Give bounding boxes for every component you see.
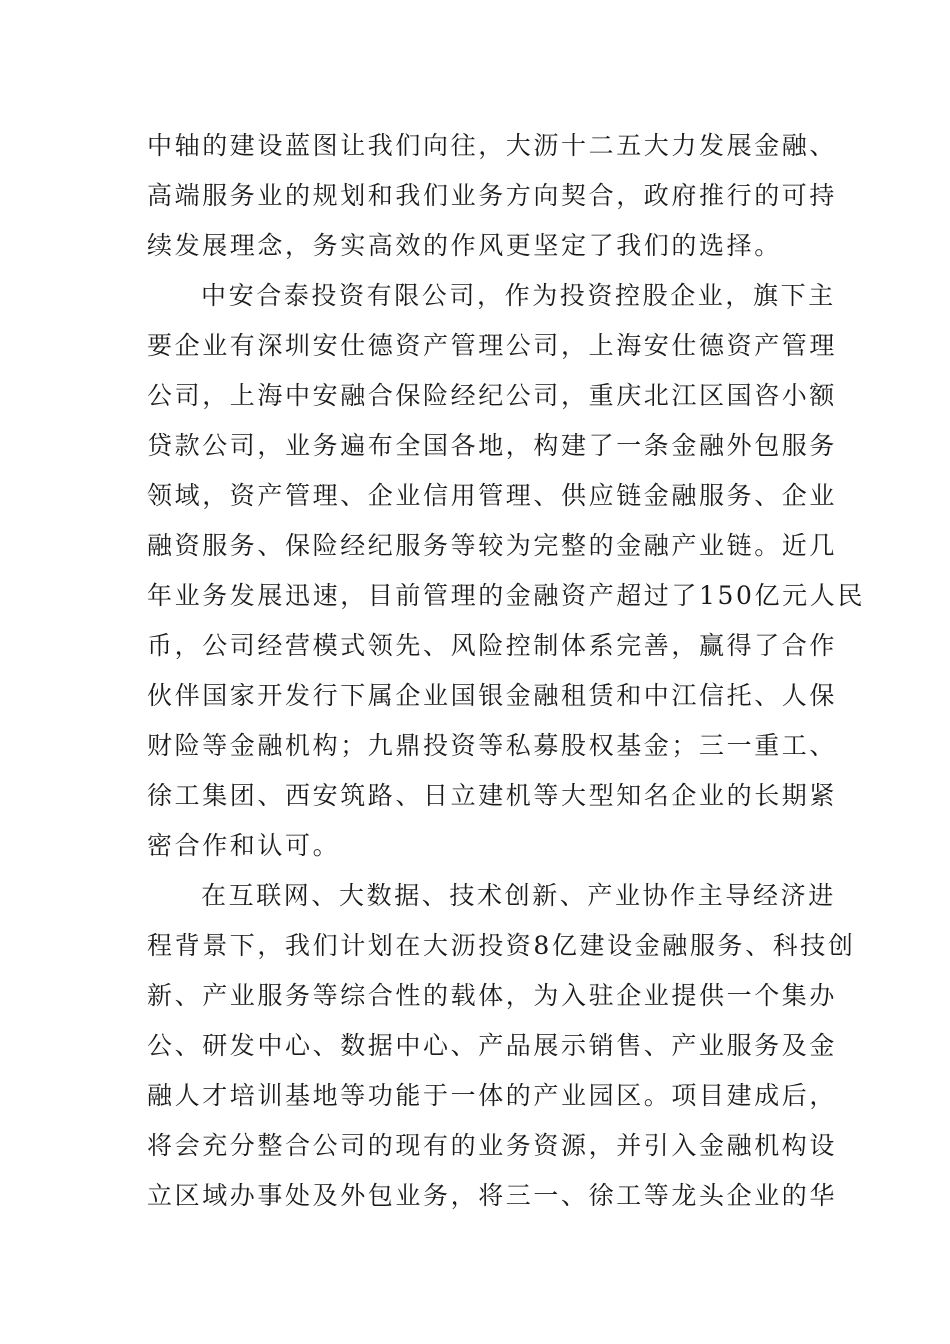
text-line: 公、研发中心、数据中心、产品展示销售、产业服务及金 (147, 1031, 838, 1060)
text-line: 年业务发展迅速，目前管理的金融资产超过了150亿元人民 (147, 581, 865, 610)
text-line: 财险等金融机构；九鼎投资等私募股权基金；三一重工、 (147, 731, 838, 760)
text-line: 高端服务业的规划和我们业务方向契合，政府推行的可持 (147, 181, 838, 210)
text-line: 领域，资产管理、企业信用管理、供应链金融服务、企业 (147, 481, 838, 510)
text-line: 立区域办事处及外包业务，将三一、徐工等龙头企业的华 (147, 1181, 838, 1210)
text-line: 币，公司经营模式领先、风险控制体系完善，赢得了合作 (147, 631, 838, 660)
text-line: 续发展理念，务实高效的作风更坚定了我们的选择。 (147, 231, 782, 260)
text-line: 融人才培训基地等功能于一体的产业园区。项目建成后， (147, 1081, 838, 1110)
paragraph-first-line: 中安合泰投资有限公司，作为投资控股企业，旗下主 (201, 281, 836, 310)
text-line: 徐工集团、西安筑路、日立建机等大型知名企业的长期紧 (147, 781, 838, 810)
text-line: 程背景下，我们计划在大沥投资8亿建设金融服务、科技创 (147, 931, 856, 960)
paragraph-first-line: 在互联网、大数据、技术创新、产业协作主导经济进 (201, 881, 836, 910)
text-line: 融资服务、保险经纪服务等较为完整的金融产业链。近几 (147, 531, 838, 560)
text-line: 贷款公司，业务遍布全国各地，构建了一条金融外包服务 (147, 431, 838, 460)
text-line: 密合作和认可。 (147, 831, 341, 860)
text-line: 伙伴国家开发行下属企业国银金融租赁和中江信托、人保 (147, 681, 838, 710)
text-line: 要企业有深圳安仕德资产管理公司，上海安仕德资产管理 (147, 331, 838, 360)
text-line: 公司，上海中安融合保险经纪公司，重庆北江区国咨小额 (147, 381, 838, 410)
body-text (147, 121, 865, 1221)
text-line: 新、产业服务等综合性的载体，为入驻企业提供一个集办 (147, 981, 838, 1010)
text-line: 将会充分整合公司的现有的业务资源，并引入金融机构设 (147, 1131, 838, 1160)
text-line: 中轴的建设蓝图让我们向往，大沥十二五大力发展金融、 (147, 131, 838, 160)
